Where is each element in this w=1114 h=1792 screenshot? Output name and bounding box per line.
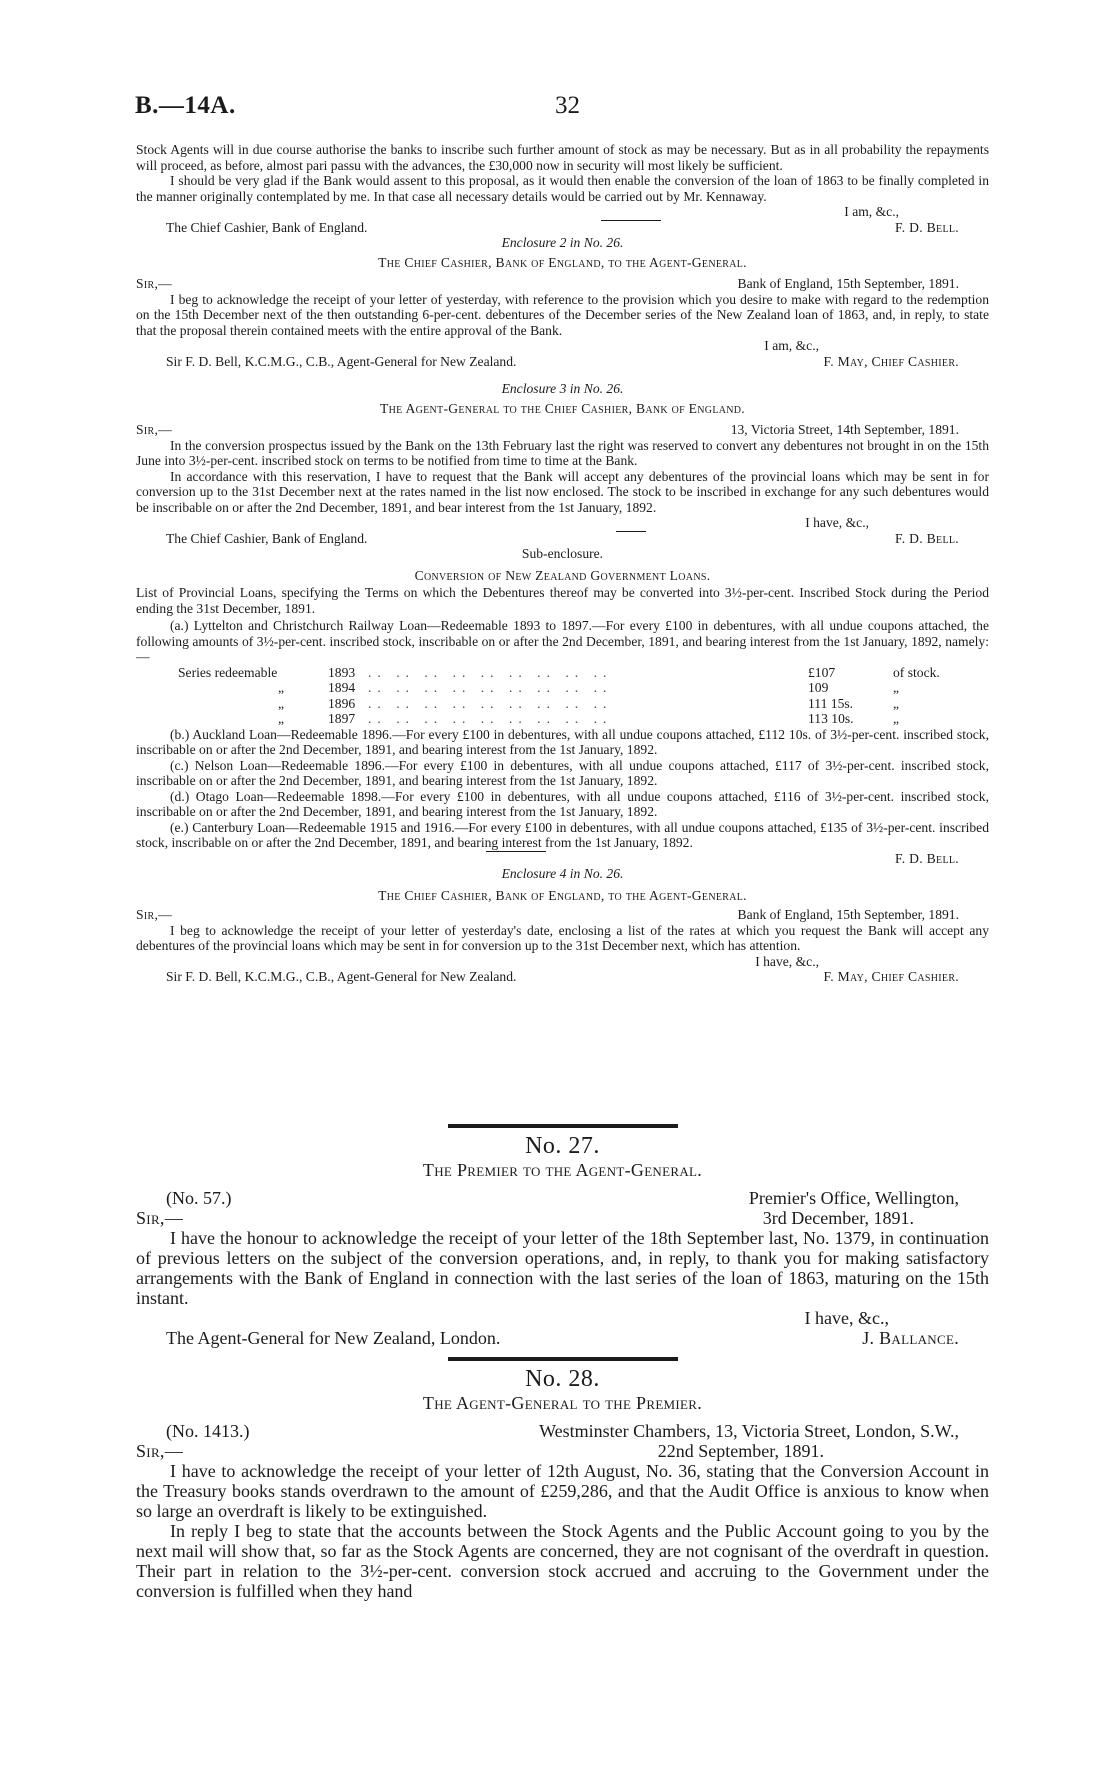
enclosure-4-salutation-row [136,907,989,923]
no-28-place: Westminster Chambers, 13, Victoria Street, London, S.W., [539,1421,959,1441]
no-27-body: I have the honour to acknowledge the receipt of your letter of the 18th September last, No. 1379, in continuation of previous letters on the subject of the conversion operations, and, in reply, to thank you for making satisfactory arrangements with the Bank of England in connection with the last series of the loan of 1863, maturing on the 15th instant. [136,1228,989,1308]
page-number: 32 [555,92,580,119]
series-amount: £107 [808,664,836,680]
subenclosure-item-d: (d.) Otago Loan—Redeemable 1898.—For every £100 in debentures, with all undue coupons attached, £116 of 3½-per-cent. inscribed stock, inscribable on or after the 2nd December, 1891, and bearing interest from the 1st January, 1892. [136,788,989,819]
enclosure-2-signature: F. May, Chief Cashier. [823,353,959,369]
series-year: 1897 [328,711,356,726]
series-unit: „ [893,695,900,711]
subenclosure-item-b: (b.) Auckland Loan—Redeemable 1896.—For every £100 in debentures, with all undue coupons attached, £112 10s. of 3½-per-cent. inscribed stock, inscribable on or after the 2nd December, 1891, and bearing interest from the 1st January, 1892. [136,726,989,757]
enclosure-4-signature: F. May, Chief Cashier. [823,969,959,984]
enclosure-2-body: I beg to acknowledge the receipt of your letter of yesterday, with reference to the provision which you desire to make with regard to the redemption on the 15th December next of the then outstanding 6-per-cent. debentures of the December series of the New Zealand loan of 1863, and, in reply, to state that the proposal therein contained meets with the entire approval of the Bank. [136,291,989,338]
series-unit: „ [893,711,900,726]
enclosure-2-heading: Enclosure 2 in No. 26. [501,235,624,250]
enclosure-2-salutation-row [136,276,989,292]
divider-rule [601,220,661,236]
enclosure-4-addressee: Sir F. D. Bell, K.C.M.G., C.B., Agent-General for New Zealand. [166,969,517,984]
subenclosure-list-intro: List of Provincial Loans, specifying the Terms on which the Debentures thereof may be converted into 3½-per-cent. Inscribed Stock during the Period ending the 31st December, 1891. [136,585,989,616]
enclosure-4-body: I beg to acknowledge the receipt of your letter of yesterday's date, enclosing a list of the rates at which you request the Bank will accept any debentures of the provincial loans which may be sent in for conversion up to the 31st December next, which has attention. [136,922,989,953]
divider-rule [616,531,646,547]
no-27-signoff-row [136,1328,989,1348]
subenclosure-item-c: (c.) Nelson Loan—Redeemable 1896.—For every £100 in debentures, with all undue coupons attached, £117 of 3½-per-cent. inscribed stock, inscribable on or after the 2nd December, 1891, and bearing interest from the 1st January, 1892. [136,757,989,788]
enclosure-3-salutation: Sir,— [136,422,173,437]
series-year: 1894 [328,680,356,695]
series-unit: of stock. [893,664,940,680]
report-reference: B.—14A. [135,92,236,119]
enclosure-2-signoff-row [136,354,989,370]
leader-dots: .. .. .. .. .. .. .. .. .. [368,680,613,695]
leader-dots: .. .. .. .. .. .. .. .. .. [368,711,613,726]
no-27-title: No. 27. [525,1133,600,1159]
series-amount: 113 10s. [808,711,854,726]
enclosure-3-signoff-row [136,531,989,547]
enclosure-3-place-date: 13, Victoria Street, 14th September, 1891. [730,422,959,437]
enclosure-2-closing: I am, &c., [764,338,819,353]
no-27-place: Premier's Office, Wellington, [748,1188,959,1208]
top-closing: I am, &c., [844,204,899,219]
series-year: 1893 [328,664,356,680]
top-signoff-row [136,220,989,236]
enclosure-2-addressee: Sir F. D. Bell, K.C.M.G., C.B., Agent-General for New Zealand. [166,353,517,369]
series-unit: „ [893,680,900,695]
subenclosure-heading: Sub-enclosure. [521,546,604,561]
no-28-from-to: The Agent-General to the Premier. [422,1393,703,1413]
top-paragraph-2: I should be very glad if the Bank would assent to this proposal, as it would then enable the conversion of the loan of 1863 to be finally completed in the manner originally contemplated by me. In that case all necessary details would be carried out by Mr. Kennaway. [136,173,989,204]
no-28-date: 22nd September, 1891. [657,1441,824,1461]
no-28-salutation: Sir,— [136,1441,184,1461]
section-rule [448,1357,678,1361]
no-27-salutation: Sir,— [136,1208,184,1228]
series-row [178,696,989,712]
section-rule [448,1124,678,1128]
subenclosure-title: Conversion of New Zealand Government Loans. [414,567,711,583]
no-27-salutation-row [136,1208,989,1228]
series-label: „ [278,711,285,726]
enclosure-3-signature: F. D. Bell. [895,530,959,546]
leader-dots: .. .. .. .. .. .. .. .. .. [368,695,613,711]
subenclosure-signoff-row [136,851,989,867]
no-27-ref: (No. 57.) [166,1188,232,1208]
no-27-signature: J. Ballance. [862,1328,959,1348]
enclosure-3-addressee: The Chief Cashier, Bank of England. [166,530,368,546]
no-28-ref: (No. 1413.) [166,1421,250,1441]
enclosure-2-from-to: The Chief Cashier, Bank of England, to the Agent-General. [378,254,747,270]
no-27-closing-row [136,1308,989,1328]
series-label: „ [278,695,285,711]
series-row [178,711,989,727]
enclosure-4-heading: Enclosure 4 in No. 26. [501,866,624,881]
enclosure-3-paragraph-2: In accordance with this reservation, I have to request that the Bank will accept any debentures of the provincial loans which may be sent in for conversion up to the 31st December next at the rates named in the list now enclosed. The stock to be inscribed in exchange for any such debentures would be inscribable on or after the 2nd December, 1891, and bear interest from the 1st January, 1892. [136,468,989,515]
enclosure-4-salutation: Sir,— [136,907,173,922]
enclosure-2-salutation: Sir,— [136,276,173,291]
top-closing-row [136,204,989,220]
no-28-title: No. 28. [525,1366,600,1392]
subenclosure-signature: F. D. Bell. [895,850,959,866]
top-paragraph-1: Stock Agents will in due course authorise the banks to inscribe such further amount of stock as may be necessary. But as in all probability the repayments will proceed, as before, almost pari passu with the advances, the £30,000 now in security will most likely be sufficient. [136,142,989,173]
no-27-ref-row [136,1188,989,1208]
no-28-paragraph-2: In reply I beg to state that the accounts between the Stock Agents and the Public Account going to you by the next mail will show that, so far as the Stock Agents are concerned, they are not cognisant of the overdraft in question. Their part in relation to the 3½-per-cent. conversion stock accrued and accruing to the Government under the conversion is fulfilled when they hand [136,1521,989,1601]
series-label: Series redeemable [178,664,278,680]
enclosure-3-paragraph-1: In the conversion prospectus issued by the Bank on the 13th February last the right was reserved to convert any debentures not brought in on the 15th June into 3½-per-cent. inscribed stock on terms to be notified from time to time at the Bank. [136,437,989,468]
large-print-section [136,1115,989,1601]
no-28-ref-row [136,1421,989,1441]
enclosure-4-closing: I have, &c., [755,953,819,969]
enclosure-4-signoff-row [136,969,989,985]
leader-dots: .. .. .. .. .. .. .. .. .. [368,664,613,680]
series-label: „ [278,680,285,695]
series-table [178,665,989,727]
enclosure-2-closing-row [136,338,989,354]
no-27-from-to: The Premier to the Agent-General. [422,1160,703,1180]
enclosure-3-from-to: The Agent-General to the Chief Cashier, Bank of England. [379,400,746,416]
no-28-paragraph-1: I have to acknowledge the receipt of your letter of 12th August, No. 36, stating that the Conversion Account in the Treasury books stands overdrawn to the amount of £259,286, and that the Audit Office is anxious to know when so large an overdraft is likely to be extinguished. [136,1461,989,1521]
subenclosure-item-a: (a.) Lyttelton and Christchurch Railway Loan—Redeemable 1893 to 1897.—For every £100 in debentures, with all undue coupons attached, the following amounts of 3½-per-cent. inscribed stock, inscribable on or after the 2nd December, 1891, and bearing interest from the 1st January, 1892, namely:— [136,618,989,664]
top-addressee: The Chief Cashier, Bank of England. [166,219,368,235]
series-amount: 109 [808,680,829,695]
no-27-closing: I have, &c., [804,1308,889,1328]
small-print-section [136,142,989,985]
enclosure-3-heading: Enclosure 3 in No. 26. [501,381,624,396]
no-27-addressee: The Agent-General for New Zealand, London. [166,1328,501,1348]
subenclosure-item-e: (e.) Canterbury Loan—Redeemable 1915 and 1916.—For every £100 in debentures, with all undue coupons attached, £135 of 3½-per-cent. inscribed stock, inscribable on or after the 2nd December, 1891, and bearing interest from the 1st January, 1892. [136,819,989,850]
enclosure-3-salutation-row [136,422,989,438]
series-row [178,680,989,696]
enclosure-4-closing-row [136,954,989,970]
no-27-date: 3rd December, 1891. [762,1208,914,1228]
top-signature: F. D. Bell. [895,219,959,235]
series-year: 1896 [328,695,356,711]
enclosure-3-closing: I have, &c., [805,515,869,530]
series-amount: 111 15s. [808,695,854,711]
enclosure-3-closing-row [136,515,989,531]
divider-rule [486,851,546,867]
enclosure-4-place-date: Bank of England, 15th September, 1891. [737,907,959,922]
enclosure-2-place-date: Bank of England, 15th September, 1891. [737,276,959,291]
series-row [178,665,989,681]
enclosure-4-from-to: The Chief Cashier, Bank of England, to the Agent-General. [378,887,747,903]
no-28-salutation-row [136,1441,989,1461]
